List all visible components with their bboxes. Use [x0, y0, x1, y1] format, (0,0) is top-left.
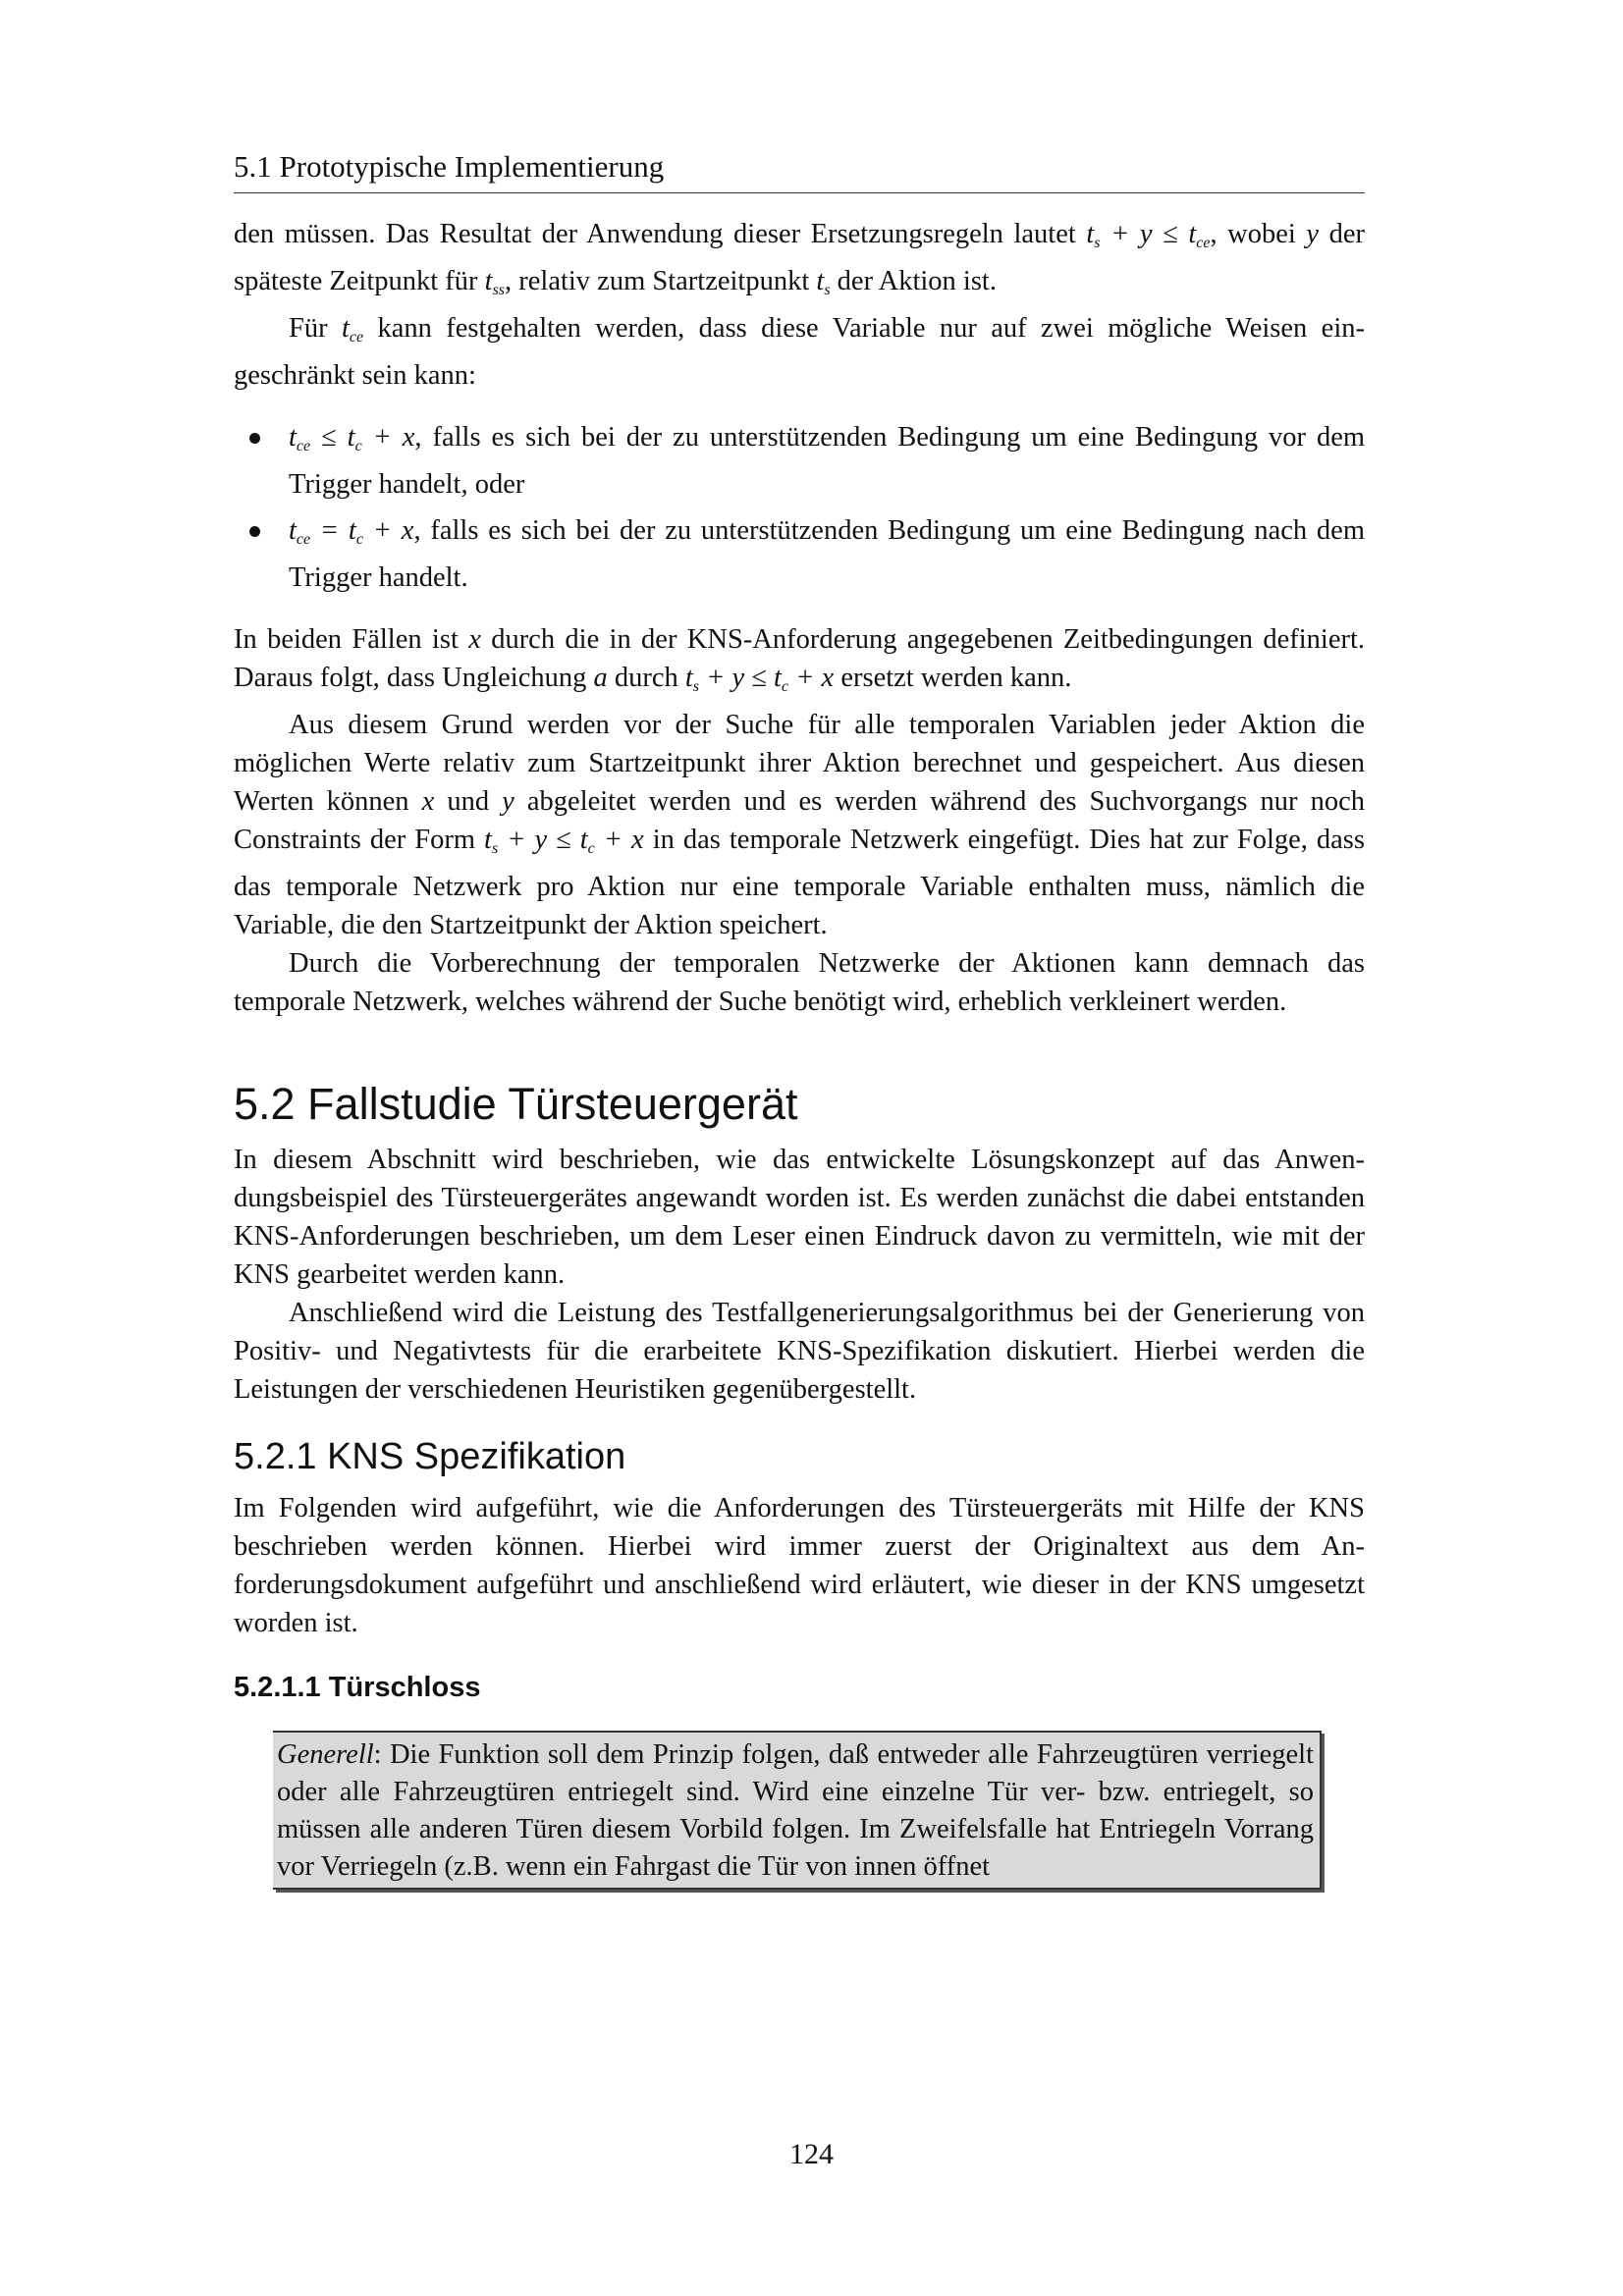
formula: $t_s + y \le t_{ce}$ — [1086, 219, 1211, 251]
section-heading-5-2: 5.2 Fallstudie Türsteuergerät — [234, 1079, 798, 1129]
page-number: 124 — [789, 2138, 834, 2170]
section-heading-5-2-1-1: 5.2.1.1 Türschloss — [234, 1672, 481, 1703]
running-header: 5.1 Prototypische Implementierung — [234, 147, 1365, 193]
paragraph-tce-constraint: Für $t_{ce}$ kann festgehalten werden, dass diese Variable nur auf zwei mögliche Weisen eingeschränkt sein kann: — [234, 313, 1365, 391]
list-item: $t_{ce} = t_c + x$, falls es sich bei der zu unterstützenden Bedingung um eine Bedingung nach dem Trigger handelt. — [234, 511, 1365, 597]
paragraph-both-cases: In beiden Fällen ist x durch die in der KNS-Anforderung angegebenen Zeitbedingungen definiert. Daraus folgt, dass Ungleichung a durch $t_s + y \le t_c + x$ ersetzt werden kann. — [234, 624, 1366, 695]
requirement-quote-box — [273, 1731, 1322, 1890]
paragraph-section-intro: In diesem Abschnitt wird beschrieben, wie das entwickelte Lösungskonzept auf das Anwendungsbeispiel des Türsteuergerätes angewandt worden ist. Es werden zunächst die dabei entstanden KNS-Anforderungen beschrieben, um dem Leser einen Eindruck davon zu vermitteln, wie mit der KNS gearbeitet werden kann. — [234, 1145, 1365, 1290]
bullet-icon — [249, 433, 260, 444]
paragraph-replacement-result: den müssen. Das Resultat der Anwendung dieser Ersetzungsregeln lautet $t_s + y \le t_{ce}$, wobei y der späteste Zeitpunkt für $t_{ss}$, relativ zum Startzeitpunkt $t_s$ der Aktion ist. — [234, 219, 1365, 298]
paragraph-precompute: Aus diesem Grund werden vor der Suche für alle temporalen Variablen jeder Aktion die möglichen Werte relativ zum Startzeitpunkt ihrer Aktion berechnet und gespeichert. Aus diesen Werten können x und y abgeleitet werden und es werden während des Suchvorgangs nur noch Constraints der Form $t_s + y \le t_c + x$ in das temporale Netzwerk eingefügt. Dies hat zur Folge, dass das temporale Netzwerk pro Aktion nur eine temporale Variable enthalten muss, nämlich die Variable, die den Startzeitpunkt der Aktion speichert. — [234, 710, 1365, 940]
requirement-quote-text: Generell: Die Funktion soll dem Prinzip folgen, daß entweder alle Fahrzeugtüren verriegelt oder alle Fahrzeugtüren entriegelt sind. Wird eine einzelne Tür ver- bzw. entriegelt, so müssen alle anderen Türen diesem Vorbild folgen. Im Zweifelsfalle hat Entriegeln Vorrang vor Verriegeln (z.B. wenn ein Fahrgast die Tür von innen öffnet — [277, 1739, 1314, 1882]
bullet-icon — [249, 526, 260, 537]
section-heading-5-2-1: 5.2.1 KNS Spezifikation — [234, 1436, 626, 1477]
list-item: $t_{ce} \le t_c + x$, falls es sich bei der zu unterstützenden Bedingung um eine Bedingung vor dem Trigger handelt, oder — [234, 418, 1365, 504]
bullet-list — [234, 418, 1365, 597]
paragraph-kns-spec: Im Folgenden wird aufgeführt, wie die Anforderungen des Türsteuergeräts mit Hilfe der KNS beschrieben werden können. Hierbei wird immer zuerst der Originaltext aus dem Anforderungsdokument aufgeführt und anschließend wird erläutert, wie dieser in der KNS umgesetzt worden ist. — [234, 1493, 1365, 1638]
paragraph-network-reduction: Durch die Vorberechnung der temporalen Netzwerke der Aktionen kann demnach das temporale Netzwerk, welches während der Suche benötigt wird, erheblich verkleinert werden. — [234, 948, 1365, 1017]
page-content — [234, 147, 1365, 1890]
paragraph-section-performance: Anschließend wird die Leistung des Testfallgenerierungsalgorithmus bei der Generierung von Positiv- und Negativtests für die erarbeitete KNS-Spezifikation diskutiert. Hierbei werden die Leistungen der verschiedenen Heuristiken gegenübergestellt. — [234, 1298, 1365, 1405]
